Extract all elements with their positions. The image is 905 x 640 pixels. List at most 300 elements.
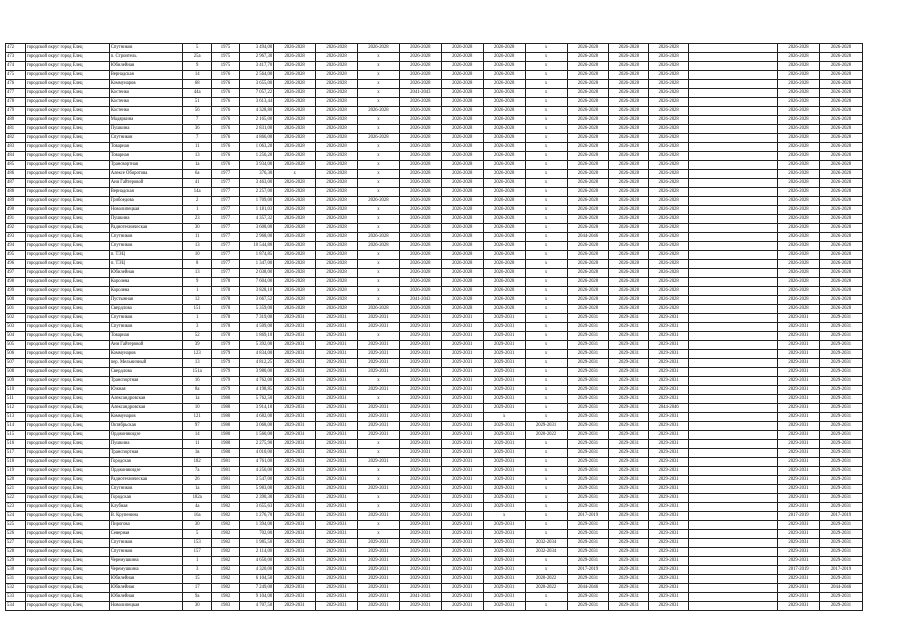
repair-period-cell: 2026-2028 bbox=[483, 143, 525, 152]
repair-period-cell: 2026-2028 bbox=[778, 44, 820, 53]
repair-period-cell: 2026-2028 bbox=[274, 179, 316, 188]
repair-period-cell: 2026-2028 bbox=[819, 71, 862, 80]
repair-period-cell: 2026-2028 bbox=[399, 116, 441, 125]
house-number-cell: 157 bbox=[183, 548, 212, 557]
repair-period-cell: 2026-2028 bbox=[316, 287, 358, 296]
repair-period-cell: 2026-2028 bbox=[274, 224, 316, 233]
repair-period-cell: 2029-2031 bbox=[609, 476, 649, 485]
repair-period-cell: 2029-2031 bbox=[609, 404, 649, 413]
repair-period-cell: 2029-2031 bbox=[274, 512, 316, 521]
row-number-cell: 472 bbox=[6, 44, 26, 53]
repair-period-cell: 2029-2031 bbox=[778, 350, 820, 359]
repair-period-cell: 2026-2028 bbox=[649, 179, 689, 188]
year-built-cell: 1983 bbox=[212, 602, 239, 611]
repair-period-cell: 2029-2031 bbox=[567, 548, 609, 557]
repair-period-cell: x bbox=[357, 296, 399, 305]
repair-period-cell: 2029-2031 bbox=[649, 422, 689, 431]
repair-period-cell: x bbox=[357, 224, 399, 233]
repair-period-cell: 2029-2031 bbox=[441, 359, 483, 368]
repair-period-cell: 2026-2028 bbox=[274, 62, 316, 71]
repair-period-cell: 2029-2031 bbox=[483, 314, 525, 323]
row-number-cell: 507 bbox=[6, 359, 26, 368]
row-number-cell: 532 bbox=[6, 584, 26, 593]
repair-period-cell: 2026-2028 bbox=[609, 224, 649, 233]
row-number-cell: 496 bbox=[6, 260, 26, 269]
street-cell: Грибоедова bbox=[109, 197, 182, 206]
area-cell: 5 762,50 bbox=[239, 395, 274, 404]
table-body bbox=[6, 44, 863, 611]
repair-period-cell: 2026-2028 bbox=[819, 53, 862, 62]
repair-period-cell: 2026-2028 bbox=[274, 125, 316, 134]
repair-period-cell: 2029-2031 bbox=[483, 467, 525, 476]
street-cell: Черемушкина bbox=[109, 557, 182, 566]
house-number-cell: 151 bbox=[183, 305, 212, 314]
repair-period-cell: 2029-2031 bbox=[483, 485, 525, 494]
repair-period-cell: 2029-2031 bbox=[357, 458, 399, 467]
repair-period-cell: 2029-2031 bbox=[274, 485, 316, 494]
repair-period-cell: 2029-2031 bbox=[316, 422, 358, 431]
repair-period-cell: 2026-2028 bbox=[316, 134, 358, 143]
row-number-cell: 490 bbox=[6, 206, 26, 215]
area-cell: 4 707,50 bbox=[239, 602, 274, 611]
house-number-cell: 68 bbox=[183, 80, 212, 89]
repair-period-cell: 2026-2028 bbox=[316, 71, 358, 80]
row-number-cell: 525 bbox=[6, 521, 26, 530]
repair-period-cell: x bbox=[525, 125, 567, 134]
year-built-cell: 1982 bbox=[212, 521, 239, 530]
repair-period-cell: 2029-2031 bbox=[778, 503, 820, 512]
street-cell: п. ТЭЦ bbox=[109, 251, 182, 260]
repair-period-cell: 2029-2031 bbox=[399, 602, 441, 611]
repair-period-cell: 2026-2028 bbox=[441, 197, 483, 206]
year-built-cell: 1978 bbox=[212, 332, 239, 341]
area-cell: 3 068,00 bbox=[239, 422, 274, 431]
repair-period-cell: 2026-2028 bbox=[274, 206, 316, 215]
repair-period-cell: x bbox=[357, 71, 399, 80]
repair-period-cell: 2029-2031 bbox=[525, 422, 567, 431]
repair-period-cell: 2026-2028 bbox=[819, 161, 862, 170]
repair-period-cell: 2026-2028 bbox=[649, 206, 689, 215]
repair-period-cell: 2029-2031 bbox=[778, 323, 820, 332]
repair-period-cell: 2029-2031 bbox=[441, 476, 483, 485]
row-number-cell: 478 bbox=[6, 98, 26, 107]
street-cell: Коммунаров bbox=[109, 80, 182, 89]
street-cell: Коммунаров bbox=[109, 350, 182, 359]
area-cell: 3 914,10 bbox=[239, 404, 274, 413]
repair-period-cell: 2029-2031 bbox=[609, 323, 649, 332]
municipality-cell: городской округ город Елец bbox=[25, 44, 109, 53]
area-cell: 1 276,70 bbox=[239, 512, 274, 521]
repair-period-cell: 2029-2031 bbox=[483, 332, 525, 341]
year-built-cell: 1977 bbox=[212, 224, 239, 233]
repair-period-cell: 2026-2028 bbox=[819, 260, 862, 269]
area-cell: 5 983,00 bbox=[239, 485, 274, 494]
repair-period-cell: 2029-2031 bbox=[649, 314, 689, 323]
repair-period-cell: 2029-2031 bbox=[609, 512, 649, 521]
row-number-cell: 528 bbox=[6, 548, 26, 557]
repair-period-cell: 2029-2031 bbox=[274, 584, 316, 593]
repair-period-cell: 2029-2031 bbox=[399, 332, 441, 341]
repair-period-cell: 2026-2028 bbox=[819, 107, 862, 116]
repair-period-cell: 2029-2031 bbox=[274, 332, 316, 341]
repair-period-cell: 2029-2031 bbox=[778, 539, 820, 548]
repair-period-cell: 2026-2028 bbox=[778, 152, 820, 161]
repair-period-cell: 2026-2028 bbox=[819, 233, 862, 242]
repair-period-cell: 2029-2031 bbox=[819, 341, 862, 350]
repair-period-cell: 2026-2028 bbox=[274, 188, 316, 197]
repair-period-cell: 2026-2028 bbox=[441, 98, 483, 107]
repair-period-cell: 2026-2028 bbox=[649, 251, 689, 260]
repair-period-cell: 2026-2028 bbox=[441, 44, 483, 53]
street-cell: Спутников bbox=[109, 233, 182, 242]
repair-period-cell: 2029-2031 bbox=[819, 323, 862, 332]
house-number-cell: 30 bbox=[183, 224, 212, 233]
repair-period-cell: 2026-2028 bbox=[819, 170, 862, 179]
area-cell: 6 104,50 bbox=[239, 575, 274, 584]
area-cell: 3 980,00 bbox=[239, 368, 274, 377]
repair-period-cell: 2026-2028 bbox=[274, 134, 316, 143]
house-number-cell: 8 bbox=[183, 260, 212, 269]
repair-period-cell: 2026-2028 bbox=[316, 305, 358, 314]
table-row bbox=[6, 260, 863, 269]
repair-period-cell: 2026-2028 bbox=[649, 62, 689, 71]
repair-period-cell: 2029-2031 bbox=[778, 458, 820, 467]
municipality-cell: городской округ город Елец bbox=[25, 53, 109, 62]
street-cell: Александровская bbox=[109, 404, 182, 413]
repair-period-cell: 2026-2028 bbox=[357, 107, 399, 116]
repair-period-cell: 2026-2028 bbox=[778, 143, 820, 152]
repair-period-cell: 2029-2031 bbox=[399, 404, 441, 413]
municipality-cell: городской округ город Елец bbox=[25, 134, 109, 143]
area-cell: 1 874,85 bbox=[239, 251, 274, 260]
blank-cell bbox=[689, 512, 778, 521]
area-cell: 2 165,00 bbox=[239, 116, 274, 125]
row-number-cell: 500 bbox=[6, 296, 26, 305]
blank-cell bbox=[689, 44, 778, 53]
repair-period-cell: 2026-2028 bbox=[778, 161, 820, 170]
area-cell: 3 547,00 bbox=[239, 476, 274, 485]
repair-period-cell: 2026-2028 bbox=[609, 134, 649, 143]
repair-period-cell: 2026-2028 bbox=[778, 71, 820, 80]
repair-period-cell: 2026-2028 bbox=[274, 251, 316, 260]
year-built-cell: 1982 bbox=[212, 539, 239, 548]
repair-period-cell: 2029-2031 bbox=[609, 332, 649, 341]
repair-period-cell: 2026-2028 bbox=[778, 188, 820, 197]
repair-period-cell: 2029-2031 bbox=[483, 476, 525, 485]
year-built-cell: 1977 bbox=[212, 206, 239, 215]
municipality-cell: городской округ город Елец bbox=[25, 269, 109, 278]
repair-period-cell: 2026-2028 bbox=[819, 242, 862, 251]
street-cell: Спутников bbox=[109, 134, 182, 143]
row-number-cell: 526 bbox=[6, 530, 26, 539]
table-row bbox=[6, 296, 863, 305]
repair-period-cell: 2029-2031 bbox=[649, 359, 689, 368]
year-built-cell: 1982 bbox=[212, 575, 239, 584]
repair-period-cell: 2029-2031 bbox=[567, 413, 609, 422]
repair-period-cell: x bbox=[525, 260, 567, 269]
repair-period-cell: 2029-2031 bbox=[441, 584, 483, 593]
area-cell: 9 104,00 bbox=[239, 593, 274, 602]
blank-cell bbox=[689, 152, 778, 161]
blank-cell bbox=[689, 575, 778, 584]
repair-period-cell: 2026-2028 bbox=[316, 296, 358, 305]
repair-period-cell: 2029-2031 bbox=[316, 593, 358, 602]
repair-period-cell: 2029-2031 bbox=[483, 422, 525, 431]
table-row bbox=[6, 584, 863, 593]
repair-period-cell: 2029-2031 bbox=[819, 503, 862, 512]
area-cell: 5 392,00 bbox=[239, 341, 274, 350]
repair-period-cell: 2026-2028 bbox=[778, 197, 820, 206]
repair-period-cell: x bbox=[525, 107, 567, 116]
street-cell: п. Строитель bbox=[109, 53, 182, 62]
repair-period-cell: 2029-2031 bbox=[778, 494, 820, 503]
repair-period-cell: x bbox=[525, 359, 567, 368]
repair-period-cell: 2026-2028 bbox=[316, 116, 358, 125]
repair-period-cell: 2026-2028 bbox=[567, 188, 609, 197]
year-built-cell: 1978 bbox=[212, 305, 239, 314]
year-built-cell: 1981 bbox=[212, 467, 239, 476]
repair-period-cell: 2026-2028 bbox=[274, 107, 316, 116]
repair-period-cell: x bbox=[525, 206, 567, 215]
repair-period-cell: 2026-2028 bbox=[483, 71, 525, 80]
repair-period-cell: 2029-2031 bbox=[819, 539, 862, 548]
blank-cell bbox=[689, 71, 778, 80]
municipality-cell: городской округ город Елец bbox=[25, 323, 109, 332]
repair-period-cell: 2029-2031 bbox=[778, 440, 820, 449]
year-built-cell: 1975 bbox=[212, 62, 239, 71]
area-cell: 2 257,00 bbox=[239, 188, 274, 197]
street-cell: Ани Гайтеровой bbox=[109, 179, 182, 188]
table-row bbox=[6, 287, 863, 296]
table-row bbox=[6, 125, 863, 134]
row-number-cell: 502 bbox=[6, 314, 26, 323]
repair-period-cell: 2026-2028 bbox=[274, 44, 316, 53]
repair-period-cell: 2029-2031 bbox=[399, 530, 441, 539]
repair-period-cell: 2026-2028 bbox=[399, 251, 441, 260]
repair-period-cell: 2026-2028 bbox=[274, 278, 316, 287]
table-row bbox=[6, 431, 863, 440]
repair-period-cell: 2026-2028 bbox=[357, 197, 399, 206]
blank-cell bbox=[689, 269, 778, 278]
repair-period-cell: 2026-2028 bbox=[483, 152, 525, 161]
table-row bbox=[6, 161, 863, 170]
repair-period-cell: 2017-2019 bbox=[778, 512, 820, 521]
area-cell: 7 249,00 bbox=[239, 584, 274, 593]
row-number-cell: 511 bbox=[6, 395, 26, 404]
repair-period-cell: 2029-2031 bbox=[441, 602, 483, 611]
table-row bbox=[6, 314, 863, 323]
year-built-cell: 1980 bbox=[212, 440, 239, 449]
area-cell: 3 655,00 bbox=[239, 80, 274, 89]
repair-period-cell: x bbox=[525, 449, 567, 458]
street-cell: Александровская bbox=[109, 395, 182, 404]
repair-period-cell: 2026-2028 bbox=[649, 188, 689, 197]
street-cell: Вернадская bbox=[109, 188, 182, 197]
row-number-cell: 506 bbox=[6, 350, 26, 359]
repair-period-cell: 2029-2031 bbox=[274, 359, 316, 368]
municipality-cell: городской округ город Елец bbox=[25, 566, 109, 575]
repair-period-cell: 2029-2031 bbox=[316, 476, 358, 485]
repair-period-cell: 2026-2028 bbox=[357, 242, 399, 251]
street-cell: Товарная bbox=[109, 332, 182, 341]
municipality-cell: городской округ город Елец bbox=[25, 503, 109, 512]
area-cell: 4 682,00 bbox=[239, 413, 274, 422]
street-cell: Спутников bbox=[109, 314, 182, 323]
repair-period-cell: 2029-2031 bbox=[316, 323, 358, 332]
repair-period-cell: 2026-2028 bbox=[649, 134, 689, 143]
repair-period-cell: 2029-2031 bbox=[441, 458, 483, 467]
repair-period-cell: 2029-2031 bbox=[609, 566, 649, 575]
blank-cell bbox=[689, 494, 778, 503]
repair-period-cell: 2026-2028 bbox=[399, 233, 441, 242]
repair-period-cell: 2026-2028 bbox=[399, 278, 441, 287]
year-built-cell: 1976 bbox=[212, 116, 239, 125]
repair-period-cell: 2029-2031 bbox=[483, 386, 525, 395]
repair-period-cell: 2029-2031 bbox=[399, 395, 441, 404]
repair-period-cell: 2026-2028 bbox=[483, 179, 525, 188]
repair-period-cell: x bbox=[357, 170, 399, 179]
repair-period-cell: 2026-2028 bbox=[649, 296, 689, 305]
area-cell: 2 038,00 bbox=[239, 269, 274, 278]
table-row bbox=[6, 71, 863, 80]
street-cell: Пушкина bbox=[109, 440, 182, 449]
blank-cell bbox=[689, 584, 778, 593]
repair-period-cell: 2026-2028 bbox=[399, 188, 441, 197]
blank-cell bbox=[689, 413, 778, 422]
repair-period-cell: 2026-2028 bbox=[567, 62, 609, 71]
house-number-cell: 2 bbox=[183, 197, 212, 206]
repair-period-cell: 2029-2031 bbox=[399, 566, 441, 575]
year-built-cell: 1982 bbox=[212, 566, 239, 575]
repair-period-cell: 2029-2031 bbox=[274, 476, 316, 485]
row-number-cell: 531 bbox=[6, 575, 26, 584]
street-cell: Октябрьская bbox=[109, 422, 182, 431]
repair-period-cell: x bbox=[357, 503, 399, 512]
blank-cell bbox=[689, 557, 778, 566]
municipality-cell: городской округ город Елец bbox=[25, 350, 109, 359]
repair-period-cell: x bbox=[525, 80, 567, 89]
repair-period-cell: 2029-2031 bbox=[441, 440, 483, 449]
blank-cell bbox=[689, 116, 778, 125]
repair-period-cell: 2026-2028 bbox=[483, 233, 525, 242]
repair-period-cell: 2029-2031 bbox=[819, 476, 862, 485]
repair-period-cell: 2029-2031 bbox=[399, 467, 441, 476]
repair-period-cell: 2026-2028 bbox=[316, 98, 358, 107]
repair-period-cell: 2026-2028 bbox=[567, 287, 609, 296]
area-cell: 4 650,00 bbox=[239, 557, 274, 566]
repair-period-cell: 2026-2028 bbox=[399, 152, 441, 161]
repair-period-cell: 2029-2031 bbox=[357, 485, 399, 494]
repair-period-cell: 2029-2031 bbox=[441, 395, 483, 404]
repair-period-cell: 2026-2028 bbox=[399, 206, 441, 215]
repair-period-cell: 2026-2028 bbox=[274, 161, 316, 170]
repair-period-cell: 2026-2028 bbox=[819, 251, 862, 260]
street-cell: Юбилейная bbox=[109, 584, 182, 593]
street-cell: Алексе Оборотова bbox=[109, 170, 182, 179]
repair-period-cell: 2026-2028 bbox=[316, 170, 358, 179]
year-built-cell: 1982 bbox=[212, 530, 239, 539]
row-number-cell: 513 bbox=[6, 413, 26, 422]
repair-period-cell: 2044-2046 bbox=[567, 233, 609, 242]
repair-period-cell: 2029-2031 bbox=[441, 512, 483, 521]
area-cell: 376,30 bbox=[239, 170, 274, 179]
repair-period-cell: 2029-2031 bbox=[609, 485, 649, 494]
repair-period-cell: x bbox=[357, 278, 399, 287]
repair-period-cell: 2026-2028 bbox=[819, 206, 862, 215]
repair-period-cell: 2029-2031 bbox=[274, 404, 316, 413]
municipality-cell: городской округ город Елец bbox=[25, 359, 109, 368]
repair-period-cell: x bbox=[525, 116, 567, 125]
repair-period-cell: 2026-2028 bbox=[441, 188, 483, 197]
municipality-cell: городской округ город Елец bbox=[25, 188, 109, 197]
street-cell: Пушкина bbox=[109, 125, 182, 134]
repair-period-cell: 2026-2028 bbox=[819, 44, 862, 53]
municipality-cell: городской округ город Елец bbox=[25, 539, 109, 548]
year-built-cell: 1977 bbox=[212, 251, 239, 260]
table-row bbox=[6, 143, 863, 152]
repair-period-cell: 2029-2031 bbox=[483, 530, 525, 539]
repair-period-cell: 2026-2028 bbox=[316, 152, 358, 161]
repair-period-cell: 2026-2028 bbox=[441, 233, 483, 242]
repair-period-cell: 2026-2028 bbox=[441, 143, 483, 152]
repair-period-cell: 2026-2028 bbox=[609, 206, 649, 215]
repair-period-cell: 2029-2031 bbox=[274, 431, 316, 440]
repair-period-cell: 2029-2031 bbox=[609, 557, 649, 566]
repair-period-cell: 2044-2046 bbox=[819, 584, 862, 593]
table-row bbox=[6, 593, 863, 602]
repair-period-cell: 2029-2031 bbox=[357, 341, 399, 350]
repair-period-cell: 2029-2031 bbox=[274, 350, 316, 359]
street-cell: Городская bbox=[109, 494, 182, 503]
street-cell: Спутников bbox=[109, 485, 182, 494]
repair-period-cell: 2026-2028 bbox=[819, 287, 862, 296]
repair-period-cell: 2029-2031 bbox=[483, 575, 525, 584]
repair-period-cell: 2029-2031 bbox=[274, 593, 316, 602]
repair-period-cell: x bbox=[525, 62, 567, 71]
repair-period-cell: 2026-2028 bbox=[483, 278, 525, 287]
repair-period-cell: 2029-2031 bbox=[399, 323, 441, 332]
street-cell: Северная bbox=[109, 530, 182, 539]
repair-period-cell: 2029-2031 bbox=[316, 494, 358, 503]
repair-period-cell: 2026-2028 bbox=[483, 269, 525, 278]
repair-period-cell: x bbox=[525, 467, 567, 476]
repair-period-cell: 2026-2028 bbox=[778, 62, 820, 71]
table-row bbox=[6, 458, 863, 467]
repair-period-cell: 2032-2034 bbox=[525, 548, 567, 557]
repair-period-cell: x bbox=[525, 386, 567, 395]
repair-period-cell: 2029-2031 bbox=[274, 386, 316, 395]
repair-period-cell: x bbox=[525, 143, 567, 152]
repair-period-cell: 2026-2028 bbox=[441, 224, 483, 233]
row-number-cell: 488 bbox=[6, 188, 26, 197]
repair-period-cell: x bbox=[525, 188, 567, 197]
year-built-cell: 1982 bbox=[212, 503, 239, 512]
repair-period-cell: 2029-2031 bbox=[609, 530, 649, 539]
repair-period-cell: 2029-2031 bbox=[819, 332, 862, 341]
repair-period-cell: 2029-2031 bbox=[441, 413, 483, 422]
repair-period-cell: 2026-2028 bbox=[649, 233, 689, 242]
row-number-cell: 517 bbox=[6, 449, 26, 458]
repair-period-cell: 2026-2028 bbox=[609, 278, 649, 287]
repair-period-cell: 2026-2028 bbox=[609, 188, 649, 197]
repair-period-cell: 2026-2028 bbox=[778, 269, 820, 278]
repair-period-cell: 2026-2028 bbox=[609, 62, 649, 71]
repair-period-cell: 2026-2028 bbox=[274, 143, 316, 152]
repair-period-cell: x bbox=[525, 458, 567, 467]
repair-period-cell: 2026-2028 bbox=[609, 80, 649, 89]
area-cell: 4 834,00 bbox=[239, 350, 274, 359]
table-row bbox=[6, 89, 863, 98]
